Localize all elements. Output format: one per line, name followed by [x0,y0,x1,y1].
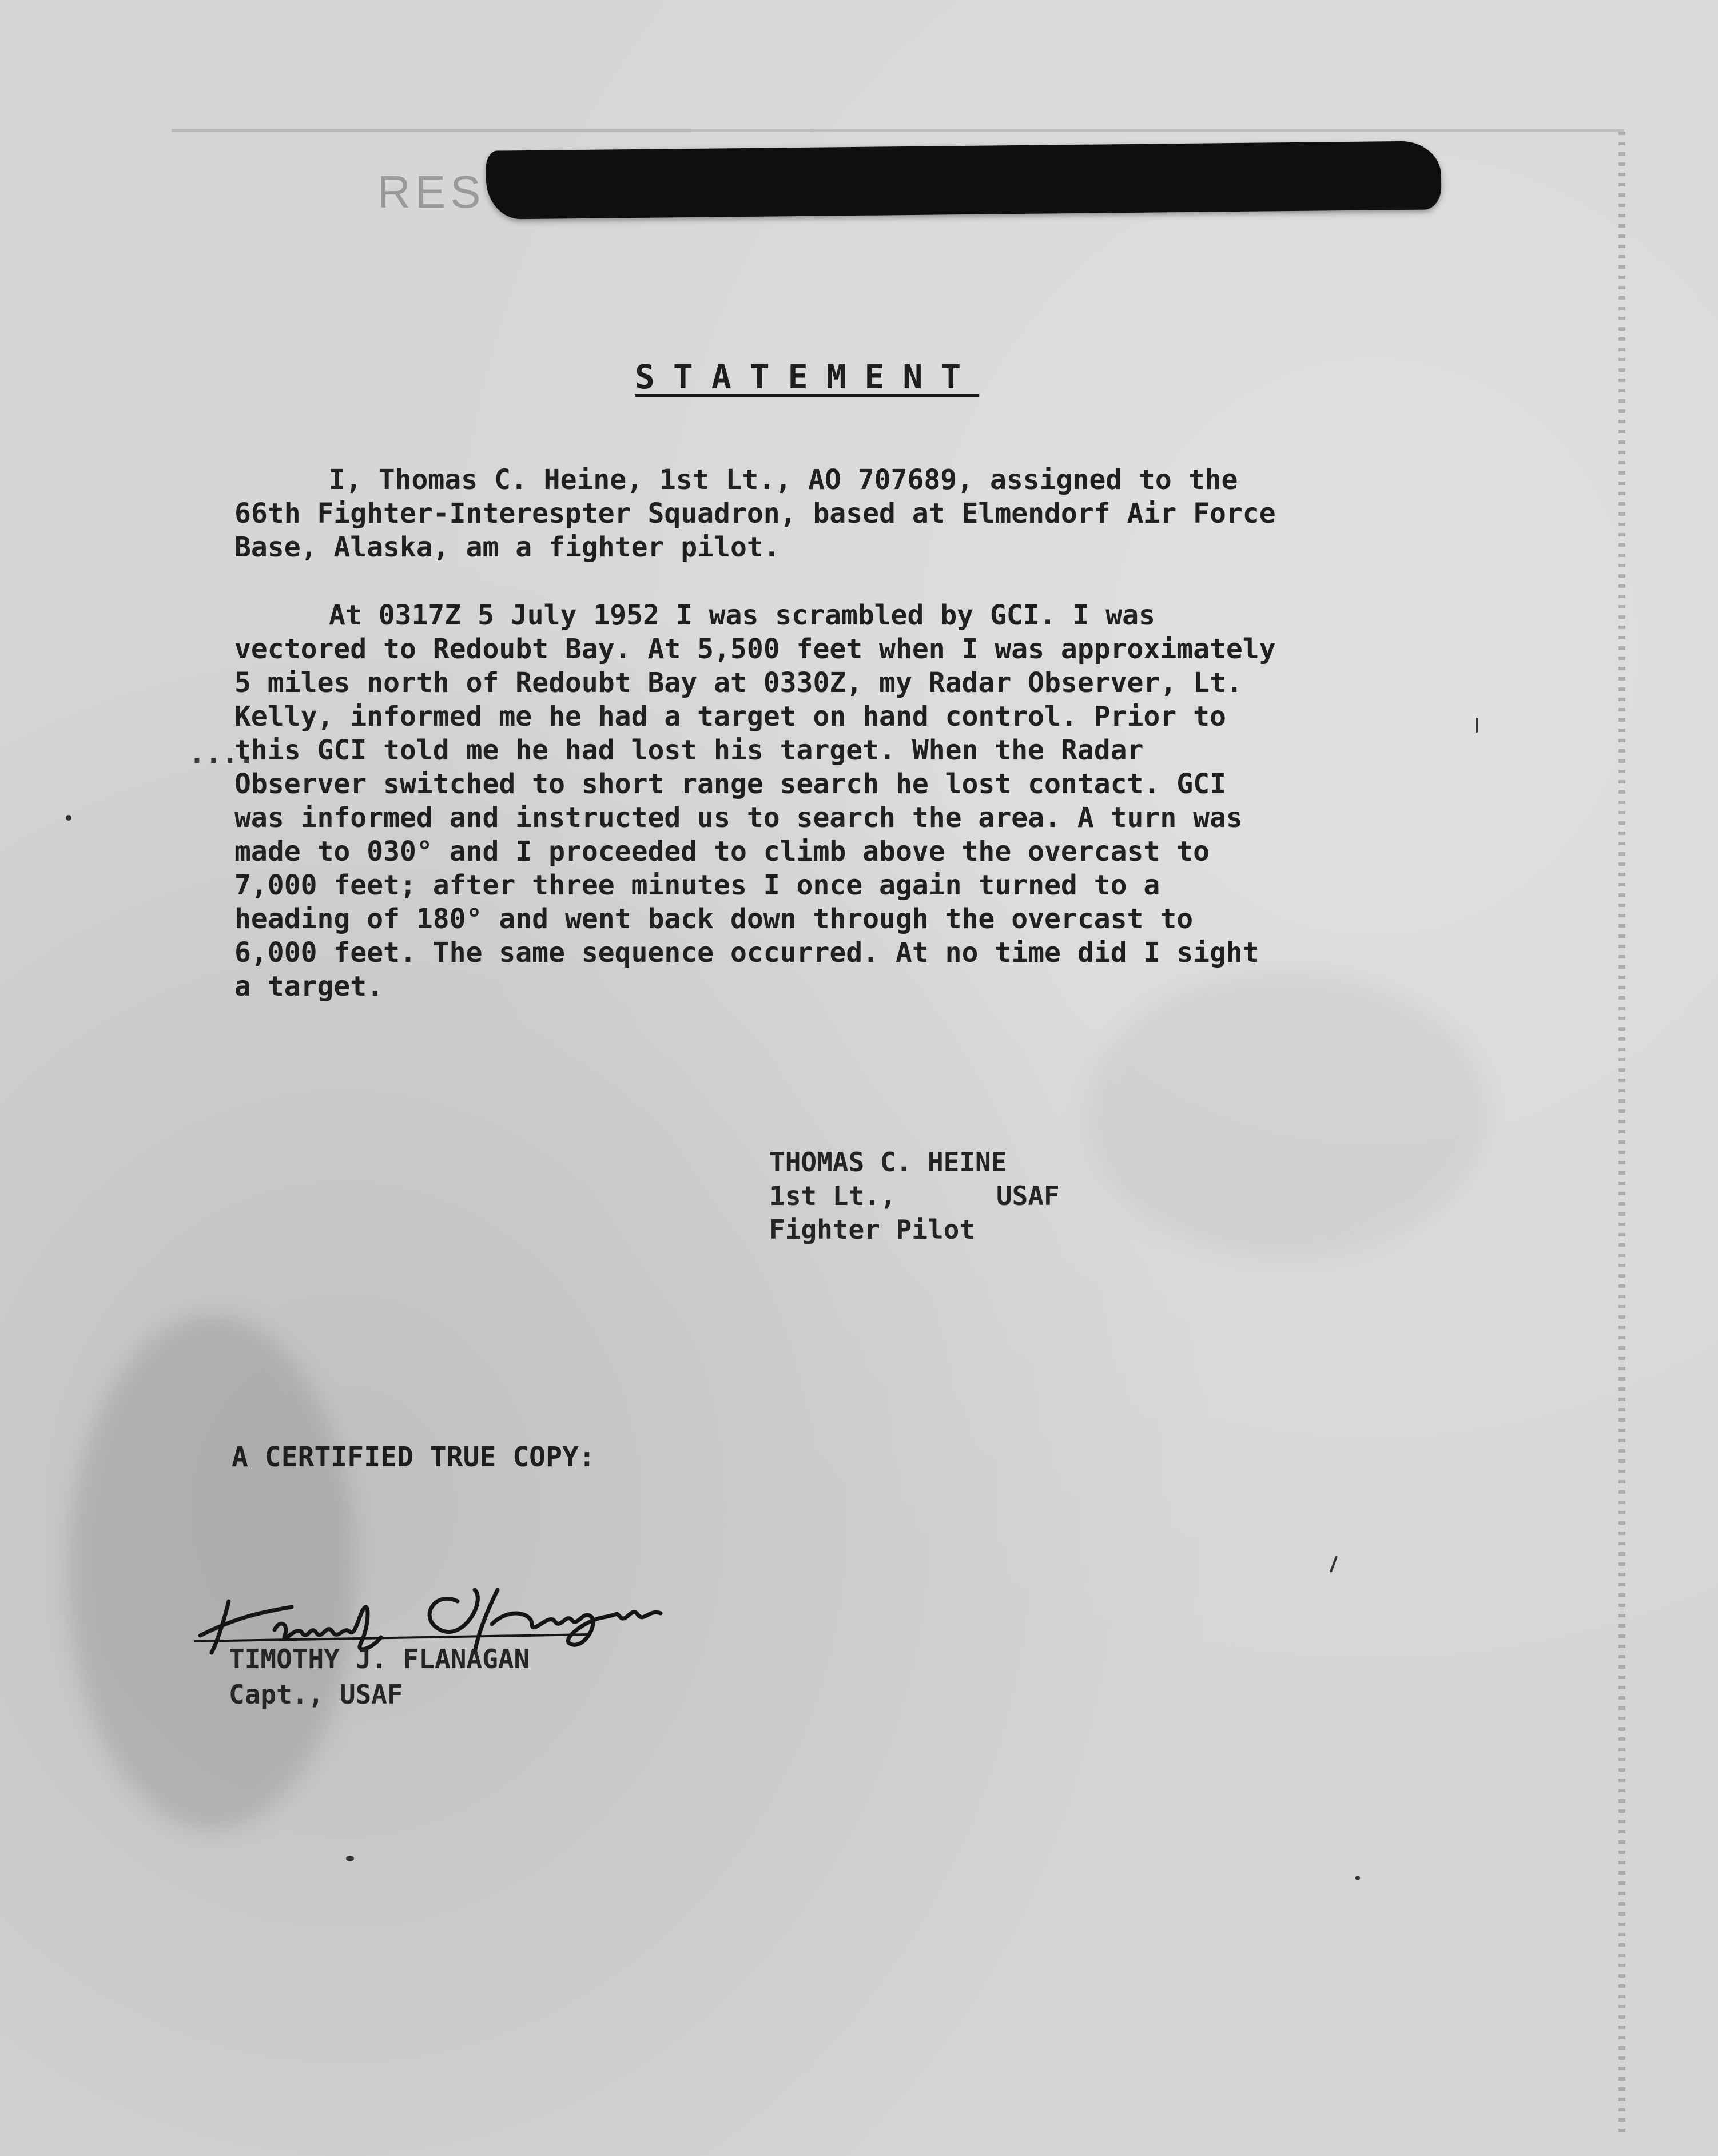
page-right-edge [1618,132,1625,2133]
certifier-block [229,1641,530,1712]
redaction-bar [486,141,1441,219]
pilot-rank-line [769,1179,1060,1213]
scan-speck [1355,1876,1360,1880]
statement-paragraph-2: At 0317Z 5 July 1952 I was scrambled by GCI. I was vectored to Redoubt Bay. At 5,500 feet when I was approximately 5 miles north of Redoubt Bay at 0330Z, my Radar Observer, Lt. Kelly, informed me he had a target on hand control. Prior to this GCI told me he had lost his target. When the Radar Observer switched to short range search he lost contact. GCI was informed and instructed us to search the area. A turn was made to 030° and I proceeded to climb above the overcast to 7,000 feet; after three minutes I once again turned to a heading of 180° and went back down through the overcast to 6,000 feet. The same sequence occurred. At no time did I sight a target. [234,599,1276,1003]
redacted-header-fragment: RES [377,166,486,217]
pilot-role: Fighter Pilot [769,1214,976,1245]
statement-paragraph-1: I, Thomas C. Heine, 1st Lt., AO 707689, assigned to the 66th Fighter-Interespter Squadron, based at Elmendorf Air Force Base, Alaska, am a fighter pilot. [234,464,1276,563]
document-title: STATEMENT [635,357,980,396]
certifier-name: TIMOTHY J. FLANAGAN [229,1644,530,1674]
pilot-service: USAF [996,1180,1060,1211]
scan-mark [1330,1556,1338,1573]
pilot-name: THOMAS C. HEINE [769,1147,1007,1178]
certified-copy-label: A CERTIFIED TRUE COPY: [232,1441,595,1473]
scan-speck [346,1856,354,1861]
scan-mark [1476,718,1478,733]
pilot-signature-block [769,1145,1060,1247]
margin-mark: .... [189,738,255,770]
certifier-rank: Capt., USAF [229,1679,403,1710]
pilot-rank: 1st Lt., [769,1180,896,1211]
scan-speck [66,815,71,821]
page-top-edge [172,129,1624,132]
statement-body [234,463,1287,1038]
